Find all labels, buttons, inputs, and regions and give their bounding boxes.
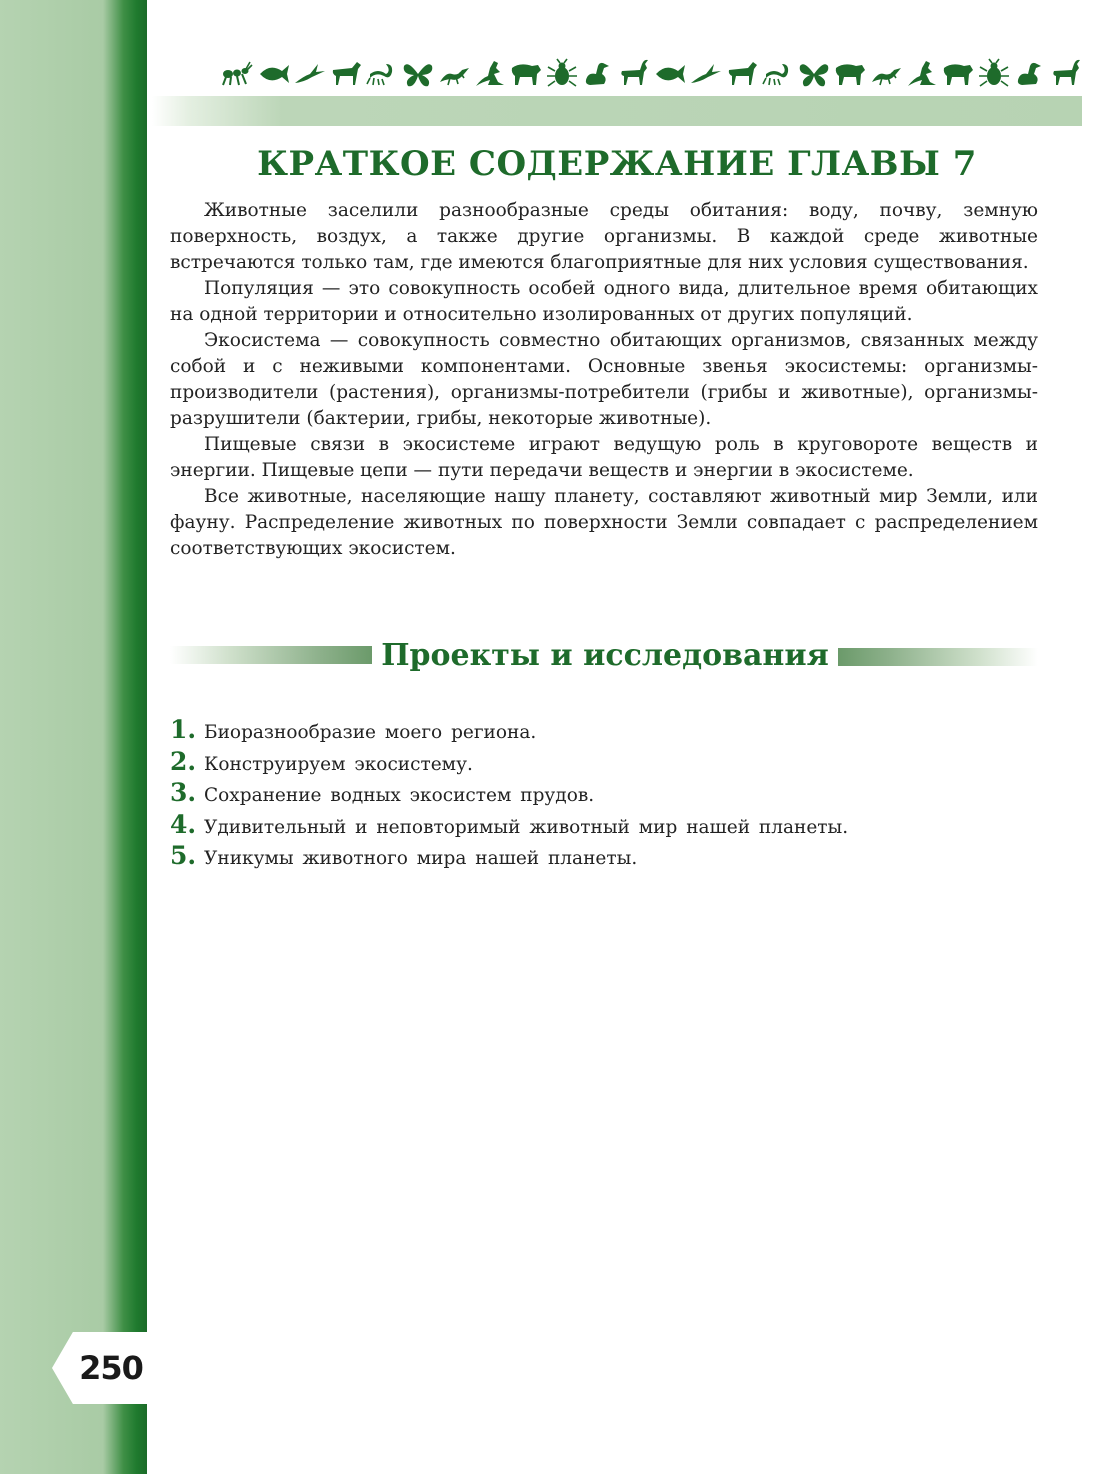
list-item-number: 3. [170, 778, 197, 807]
chapter-summary [170, 198, 1038, 562]
list-item [170, 746, 1038, 778]
header-band [152, 96, 1082, 126]
page-number: 250 [79, 1349, 143, 1387]
list-item [170, 840, 1038, 872]
list-item-text: Удивительный и неповторимый животный мир нашей планеты. [204, 816, 849, 838]
projects-list [170, 714, 1038, 872]
animal-decor-row [222, 58, 1084, 90]
list-item-text: Конструируем экосистему. [204, 753, 473, 775]
list-item [170, 714, 1038, 746]
list-item-text: Сохранение водных экосистем прудов. [204, 785, 595, 806]
list-item-text: Уникумы животного мира нашей планеты. [204, 848, 638, 869]
side-strip [0, 0, 147, 1474]
projects-section-header [170, 636, 1038, 680]
list-item-text: Биоразнообразие моего региона. [204, 722, 537, 743]
projects-title: Проекты и исследования [381, 638, 829, 673]
summary-paragraph: Все животные, населяющие нашу планету, составляют животный мир Земли, или фауну. Распределение животных по поверхности Земли совпадает с распределением соответствующих экосистем. [170, 486, 1038, 559]
summary-paragraph: Животные заселили разнообразные среды обитания: воду, почву, земную поверхность, воздух, а также другие организмы. В каждой среде животные встречаются только там, где имеются благоприятные для них условия существования. [170, 200, 1038, 273]
list-item-number: 2. [170, 746, 197, 776]
section-bar-right [838, 648, 1038, 666]
list-item-number: 4. [170, 809, 197, 839]
summary-paragraph: Пищевые связи в экосистеме играют ведущую роль в круговороте веществ и энергии. Пищевые цепи — пути передачи веществ и энергии в экосистеме. [170, 434, 1038, 481]
chapter-title: КРАТКОЕ СОДЕРЖАНИЕ ГЛАВЫ 7 [257, 144, 977, 184]
list-item [170, 809, 1038, 841]
list-item-number: 1. [170, 715, 197, 744]
list-item-number: 5. [170, 841, 197, 870]
section-bar-left [170, 646, 372, 664]
summary-paragraph: Экосистема — совокупность совместно обитающих организмов, связанных между собой и с неживыми компонентами. Основные звенья экосистемы: организмы-производители (растения), организмы-потребители (грибы и животные), организмы-разрушители (бактерии, грибы, некоторые животные). [170, 330, 1038, 429]
list-item [170, 777, 1038, 809]
summary-paragraph: Популяция — это совокупность особей одного вида, длительное время обитающих на одной территории и относительно изолированных от других популяций. [170, 278, 1038, 325]
